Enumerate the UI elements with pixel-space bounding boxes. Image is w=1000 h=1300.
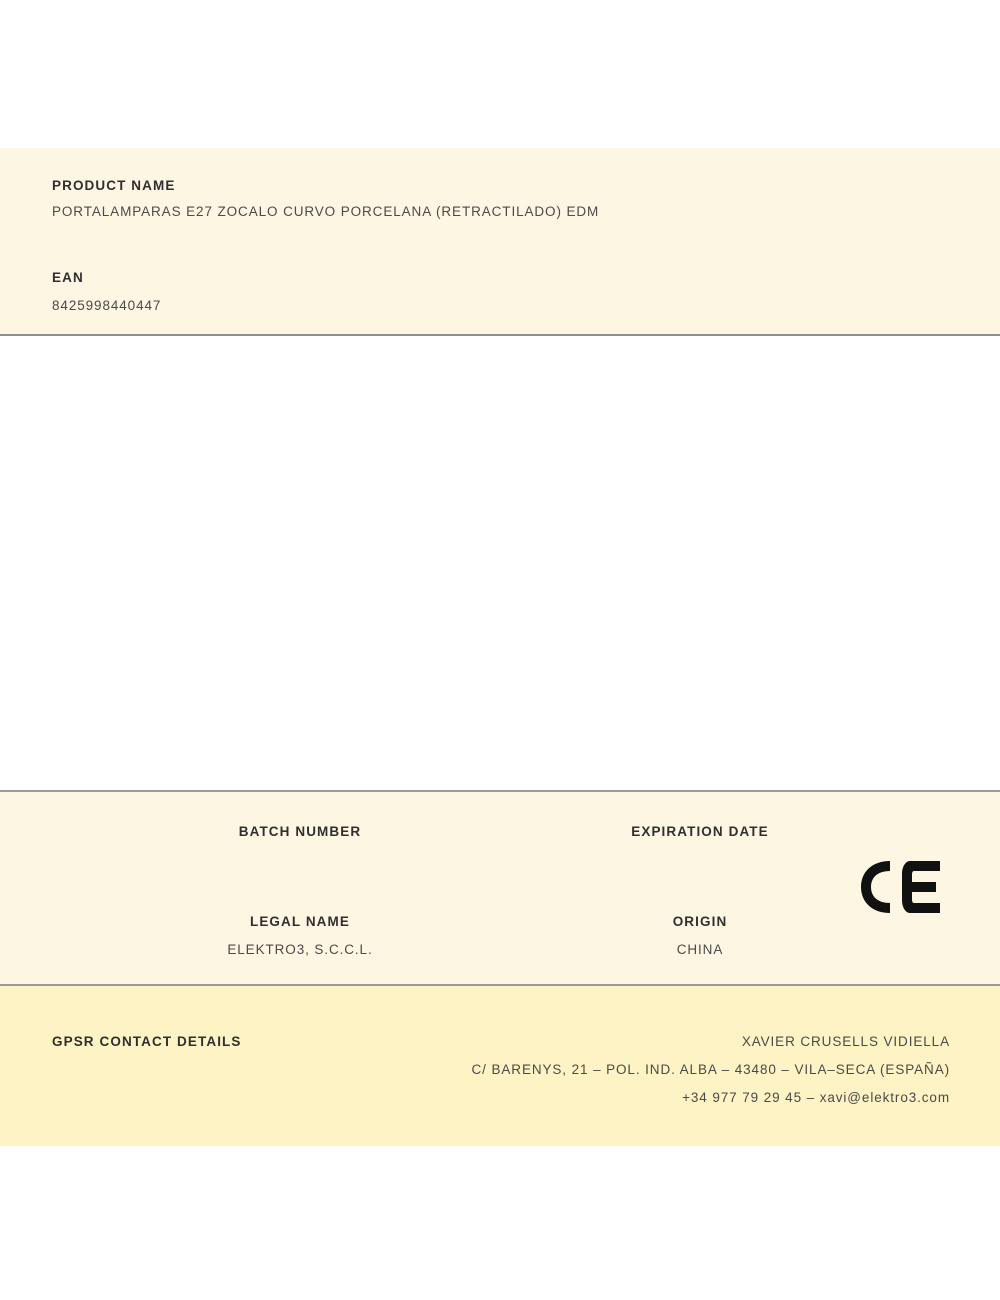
gpsr-contact-block — [0, 986, 1000, 1146]
expiration-date-label: EXPIRATION DATE — [631, 824, 769, 839]
batch-legal-info-block — [0, 790, 1000, 986]
origin-value: CHINA — [676, 942, 724, 957]
ean-label: EAN — [52, 270, 84, 285]
legal-name-value: ELEKTRO3, S.C.C.L. — [227, 942, 373, 957]
product-image-area — [0, 336, 1000, 790]
origin-label: ORIGIN — [672, 914, 728, 929]
batch-number-label: BATCH NUMBER — [238, 824, 362, 839]
gpsr-contact-label: GPSR CONTACT DETAILS — [52, 1034, 242, 1049]
ean-value: 8425998440447 — [52, 298, 162, 313]
gpsr-contact-name: XAVIER CRUSELLS VIDIELLA — [741, 1034, 950, 1049]
product-name-value: PORTALAMPARAS E27 ZOCALO CURVO PORCELANA (RETRACTILADO) EDM — [52, 204, 600, 219]
product-name-label: PRODUCT NAME — [52, 178, 176, 193]
legal-name-label: LEGAL NAME — [249, 914, 350, 929]
product-info-block — [0, 148, 1000, 336]
gpsr-contact-phone-email: +34 977 79 29 45 – xavi@elektro3.com — [682, 1090, 950, 1105]
ce-mark-icon — [852, 854, 948, 920]
gpsr-contact-details — [472, 1028, 950, 1112]
gpsr-contact-address: C/ BARENYS, 21 – POL. IND. ALBA – 43480 – VILA–SECA (ESPAÑA) — [471, 1062, 950, 1077]
